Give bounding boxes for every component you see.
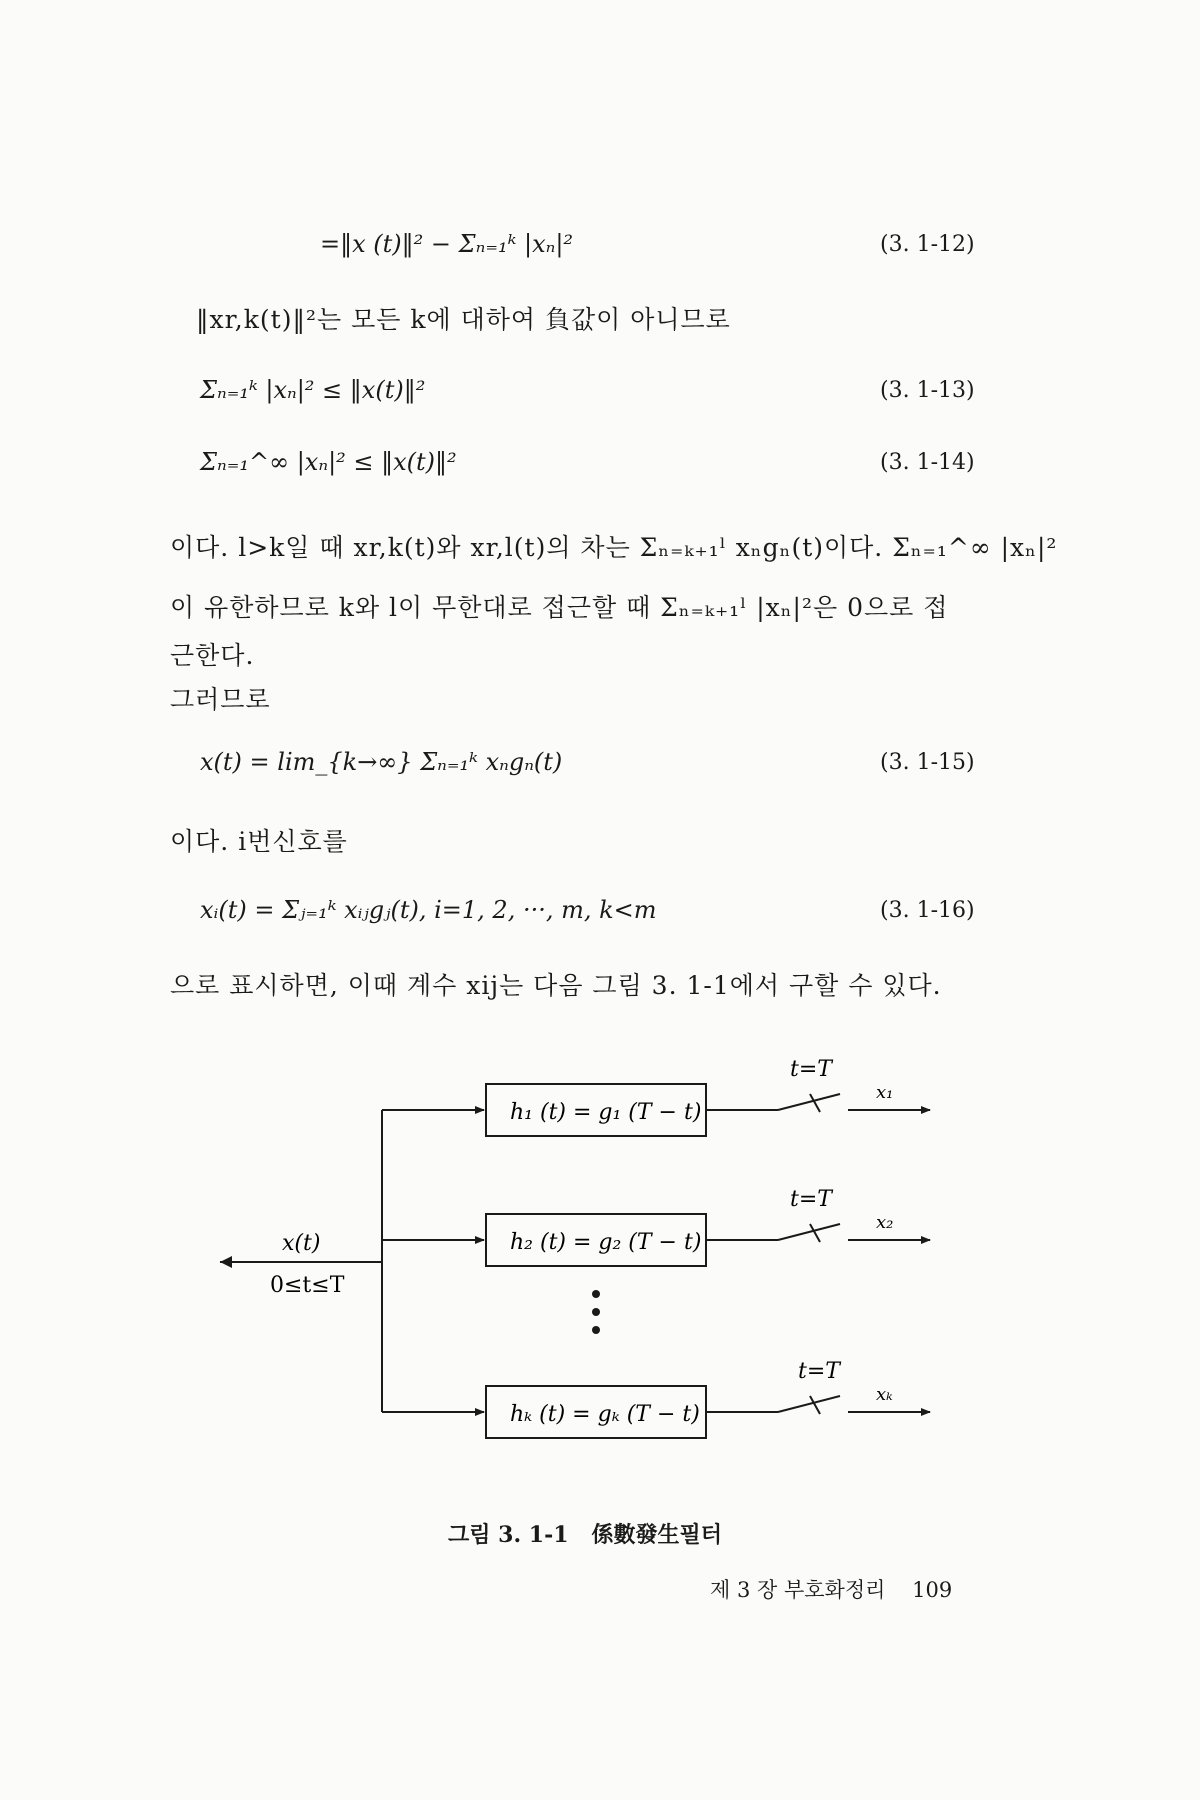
page-number: 109 [912, 1578, 953, 1602]
equation-3-1-15: x(t) = lim_{k→∞} Σₙ₌₁ᵏ xₙgₙ(t) [200, 748, 563, 776]
equation-3-1-14: Σₙ₌₁^∞ |xₙ|² ≤ ‖x(t)‖² [200, 448, 457, 476]
equation-3-1-12: =‖x (t)‖² − Σₙ₌₁ᵏ |xₙ|² [320, 230, 574, 258]
paragraph-convergence-line-2: 이 유한하므로 k와 l이 무한대로 접근할 때 Σₙ₌ₖ₊₁ˡ |xₙ|²은 0으로 접 [170, 593, 949, 622]
switch-label-1: t=T [790, 1057, 832, 1082]
paragraph-convergence-line-1: 이다. l>k일 때 xr,k(t)와 xr,l(t)의 차는 Σₙ₌ₖ₊₁ˡ xₙgₙ(t)이다. Σₙ₌₁^∞ |xₙ|² [170, 533, 1058, 562]
filter-label-2: h₂ (t) = g₂ (T − t) [510, 1230, 702, 1255]
switch-pivot-2 [810, 1224, 820, 1242]
figure-caption-label: 그림 3. 1-1 [448, 1522, 569, 1548]
input-arrowhead [220, 1256, 232, 1268]
switch-label-k: t=T [798, 1359, 840, 1384]
output-label-2: x₂ [876, 1212, 894, 1233]
input-range-label: 0≤t≤T [270, 1273, 345, 1298]
ellipsis-dots [592, 1290, 600, 1334]
figure-caption [448, 1518, 722, 1549]
equation-number-3-1-15: (3. 1-15) [880, 750, 975, 775]
output-label-1: x₁ [876, 1082, 894, 1103]
switch-blade-k [778, 1396, 840, 1412]
switch-pivot-k [810, 1396, 820, 1414]
paragraph-therefore: 그러므로 [170, 685, 271, 714]
equation-number-3-1-14: (3. 1-14) [880, 450, 975, 475]
output-label-k: xₖ [876, 1384, 893, 1405]
filter-label-1: h₁ (t) = g₁ (T − t) [510, 1100, 702, 1125]
switch-blade-2 [778, 1224, 840, 1240]
equation-number-3-1-12: (3. 1-12) [880, 232, 975, 257]
running-footer [710, 1574, 952, 1604]
paragraph-coefficient: 으로 표시하면, 이때 계수 xij는 다음 그림 3. 1-1에서 구할 수 있다. [170, 971, 942, 1000]
input-label: x(t) [282, 1231, 321, 1256]
switch-label-2: t=T [790, 1187, 832, 1212]
equation-3-1-16: xᵢ(t) = Σⱼ₌₁ᵏ xᵢⱼgⱼ(t), i=1, 2, ···, m, k<m [200, 896, 657, 924]
filter-label-k: hₖ (t) = gₖ (T − t) [510, 1402, 700, 1427]
paragraph-convergence-line-3: 근한다. [170, 641, 255, 670]
chapter-title: 제 3 장 부호화정리 [710, 1578, 886, 1602]
equation-number-3-1-13: (3. 1-13) [880, 378, 975, 403]
figure-caption-title: 係數發生필터 [591, 1522, 723, 1548]
equation-3-1-13: Σₙ₌₁ᵏ |xₙ|² ≤ ‖x(t)‖² [200, 376, 426, 404]
paragraph-nonnegative: ‖xr,k(t)‖²는 모든 k에 대하여 負값이 아니므로 [196, 305, 731, 334]
switch-blade-1 [778, 1094, 840, 1110]
paragraph-signal-i: 이다. i번신호를 [170, 827, 348, 856]
equation-number-3-1-16: (3. 1-16) [880, 898, 975, 923]
switch-pivot-1 [810, 1094, 820, 1112]
